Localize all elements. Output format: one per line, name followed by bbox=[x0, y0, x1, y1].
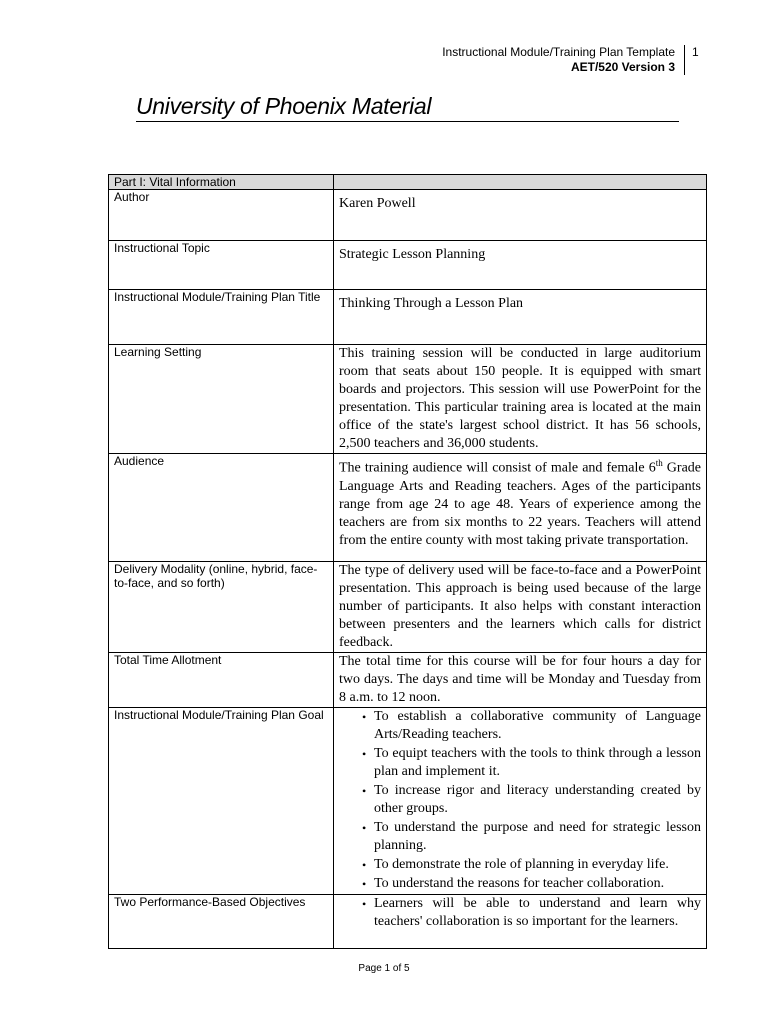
audience-text-rest: Grade Language Arts and Reading teachers. Ages of the participants range from age 24 to age 48. Years of experience among the teachers are from six months to 22 years. Teachers will attend from the entire county with most taking private transportation. bbox=[339, 460, 702, 548]
delivery-value: The type of delivery used will be face-to-face and a PowerPoint presentation. This approach is being used because of the large number of participants. It also helps with constant interaction between presenters and the learners which calls for district feedback. bbox=[334, 562, 707, 653]
vital-information-table bbox=[108, 174, 707, 949]
table-row bbox=[109, 454, 707, 562]
bullet-icon: • bbox=[362, 747, 367, 761]
table-row bbox=[109, 708, 707, 895]
bullet-icon: • bbox=[362, 710, 367, 724]
title-label: Instructional Module/Training Plan Title bbox=[109, 290, 334, 345]
page-footer: Page 1 of 5 bbox=[358, 963, 410, 974]
section-header-empty bbox=[334, 175, 707, 190]
goal-item-text: To demonstrate the role of planning in everyday life. bbox=[374, 857, 669, 872]
time-value: The total time for this course will be for four hours a day for two days. The days and time will be Monday and Tuesday from 8 a.m. to 12 noon. bbox=[334, 653, 707, 708]
audience-label: Audience bbox=[109, 454, 334, 562]
goal-value bbox=[334, 708, 707, 895]
audience-superscript: th bbox=[655, 458, 663, 468]
running-header bbox=[442, 45, 685, 75]
goal-item-text: To equipt teachers with the tools to think through a lesson plan and implement it. bbox=[374, 746, 701, 779]
goal-list bbox=[339, 708, 701, 893]
author-value: Karen Powell bbox=[334, 190, 707, 241]
topic-label: Instructional Topic bbox=[109, 241, 334, 290]
section-header: Part I: Vital Information bbox=[109, 175, 334, 190]
table-row bbox=[109, 190, 707, 241]
goal-item bbox=[364, 819, 701, 855]
audience-text-start: The training audience will consist of male and female 6 bbox=[339, 460, 656, 476]
goal-item-text: To increase rigor and literacy understanding created by other groups. bbox=[374, 783, 701, 816]
table-row bbox=[109, 345, 707, 454]
objectives-label: Two Performance-Based Objectives bbox=[109, 895, 334, 949]
delivery-label: Delivery Modality (online, hybrid, face-to-face, and so forth) bbox=[109, 562, 334, 653]
objectives-value bbox=[334, 895, 707, 949]
goal-item bbox=[364, 782, 701, 818]
table-row bbox=[109, 562, 707, 653]
table-row bbox=[109, 653, 707, 708]
topic-value: Strategic Lesson Planning bbox=[334, 241, 707, 290]
bullet-icon: • bbox=[362, 897, 367, 911]
setting-value: This training session will be conducted in large auditorium room that seats about 150 people. It is equipped with smart boards and projectors. This session will use PowerPoint for the presentation. This particular training area is located at the main office of the state's largest school district. It has 56 schools, 2,500 teachers and 36,000 students. bbox=[334, 345, 707, 454]
goal-item-text: To understand the reasons for teacher collaboration. bbox=[374, 876, 665, 891]
audience-value bbox=[334, 454, 707, 562]
table-row bbox=[109, 290, 707, 345]
author-label: Author bbox=[109, 190, 334, 241]
goal-item bbox=[364, 745, 701, 781]
title-value: Thinking Through a Lesson Plan bbox=[334, 290, 707, 345]
bullet-icon: • bbox=[362, 858, 367, 872]
goal-item bbox=[364, 875, 701, 893]
bullet-icon: • bbox=[362, 877, 367, 891]
objective-item-text: Learners will be able to understand and learn why teachers' collaboration is so important for the learners. bbox=[374, 896, 701, 929]
table-header-row bbox=[109, 175, 707, 190]
header-title: Instructional Module/Training Plan Template bbox=[442, 45, 675, 59]
goal-item-text: To establish a collaborative community of Language Arts/Reading teachers. bbox=[374, 709, 701, 742]
objectives-list bbox=[339, 895, 701, 931]
goal-label: Instructional Module/Training Plan Goal bbox=[109, 708, 334, 895]
header-version: AET/520 Version 3 bbox=[570, 60, 675, 74]
setting-label: Learning Setting bbox=[109, 345, 334, 454]
bullet-icon: • bbox=[362, 821, 367, 835]
goal-item-text: To understand the purpose and need for strategic lesson planning. bbox=[374, 820, 701, 853]
bullet-icon: • bbox=[362, 784, 367, 798]
page-title: University of Phoenix Material bbox=[136, 93, 679, 122]
goal-item bbox=[364, 708, 701, 744]
time-label: Total Time Allotment bbox=[109, 653, 334, 708]
goal-item bbox=[364, 856, 701, 874]
header-page-number: 1 bbox=[692, 45, 699, 59]
table-row bbox=[109, 241, 707, 290]
objective-item bbox=[364, 895, 701, 931]
table-row bbox=[109, 895, 707, 949]
